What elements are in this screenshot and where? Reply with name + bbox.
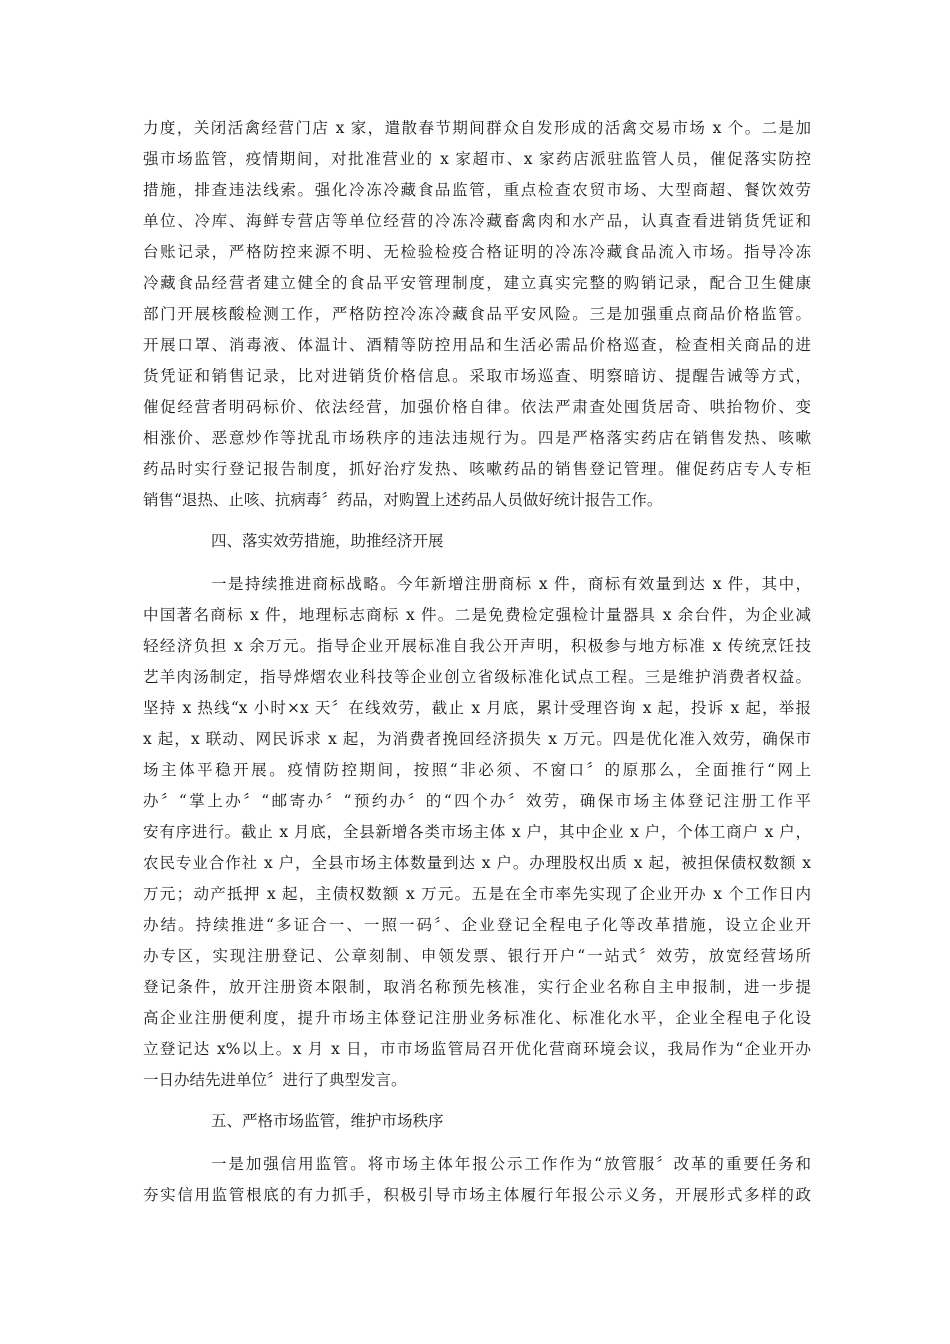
paragraph-2-line-4: 艺羊肉汤制定，指导烨熠农业科技等企业创立省级标准化试点工程。三是维护消费者权益。 <box>143 668 811 686</box>
paragraph-1-line-8: 开展口罩、消毒液、体温计、酒精等防控用品和生活必需品价格巡查，检查相关商品的进 <box>143 336 811 354</box>
paragraph-1-line-13: 销售“退热、止咳、抗病毒〞药品，对购置上述药品人员做好统计报告工作。 <box>143 491 663 509</box>
paragraph-1-line-6: 冷藏食品经营者建立健全的食品平安管理制度，建立真实完整的购销记录，配合卫生健康 <box>143 274 811 292</box>
paragraph-1-line-12: 药品时实行登记报告制度，抓好治疗发热、咳嗽药品的销售登记管理。催促药店专人专柜 <box>143 460 811 478</box>
paragraph-2-line-15: 高企业注册便利度，提升市场主体登记注册业务标准化、标准化水平，企业全程电子化设 <box>143 1009 811 1027</box>
paragraph-1-line-11: 相涨价、恶意炒作等扰乱市场秩序的违法违规行为。四是严格落实药店在销售发热、咳嗽 <box>143 429 811 447</box>
paragraph-2-line-3: 轻经济负担 x 余万元。指导企业开展标准自我公开声明，积极参与地方标准 x 传统烹饪技 <box>143 637 811 655</box>
paragraph-1-line-7: 部门开展核酸检测工作，严格防控冷冻冷藏食品平安风险。三是加强重点商品价格监管。 <box>143 305 811 323</box>
paragraph-1-line-4: 单位、冷库、海鲜专营店等单位经营的冷冻冷藏畜禽肉和水产品，认真查看进销货凭证和 <box>143 212 811 230</box>
paragraph-2-line-16: 立登记达 x%以上。x 月 x 日，市市场监管局召开优化营商环境会议，我局作为“企业开办 <box>143 1040 811 1058</box>
paragraph-3-line-1: 一是加强信用监管。将市场主体年报公示工作作为“放管服〞改革的重要任务和 <box>211 1155 811 1173</box>
paragraph-1-line-1: 力度，关闭活禽经营门店 x 家，遣散春节期间群众自发形成的活禽交易市场 x 个。二是加 <box>143 119 811 137</box>
paragraph-1-line-2: 强市场监管，疫情期间，对批准营业的 x 家超市、x 家药店派驻监管人员，催促落实防控 <box>143 150 811 168</box>
paragraph-1-line-5: 台账记录，严格防控来源不明、无检验检疫合格证明的冷冻冷藏食品流入市场。指导冷冻 <box>143 243 811 261</box>
paragraph-2-line-10: 农民专业合作社 x 户，全县市场主体数量到达 x 户。办理股权出质 x 起，被担保债权数额 x <box>143 854 811 872</box>
paragraph-2-line-9: 安有序进行。截止 x 月底，全县新增各类市场主体 x 户，其中企业 x 户，个体工商户 x 户， <box>143 823 811 841</box>
paragraph-2-line-12: 办结。持续推进“多证合一、一照一码〞、企业登记全程电子化等改革措施，设立企业开 <box>143 916 811 934</box>
paragraph-2-line-8: 办〞“掌上办〞“邮寄办〞“预约办〞的“四个办〞效劳，确保市场主体登记注册工作平 <box>143 792 811 810</box>
paragraph-2-line-17: 一日办结先进单位〞进行了典型发言。 <box>143 1071 407 1089</box>
paragraph-2-line-14: 登记条件，放开注册资本限制，取消名称预先核准，实行企业名称自主申报制，进一步提 <box>143 978 811 996</box>
paragraph-2-line-5: 坚持 x 热线“x 小时×x 天〞在线效劳，截止 x 月底，累计受理咨询 x 起，投诉 x 起，举报 <box>143 699 811 717</box>
paragraph-2-line-7: 场主体平稳开展。疫情防控期间，按照“非必须、不窗口〞的原那么，全面推行“网上 <box>143 761 811 779</box>
paragraph-2-line-2: 中国著名商标 x 件，地理标志商标 x 件。二是免费检定强检计量器具 x 余台件，为企业减 <box>143 606 811 624</box>
paragraph-2-line-11: 万元；动产抵押 x 起，主债权数额 x 万元。五是在全市率先实现了企业开办 x 个工作日内 <box>143 885 811 903</box>
paragraph-1-line-3: 措施，排查违法线索。强化冷冻冷藏食品监管，重点检查农贸市场、大型商超、餐饮效劳 <box>143 181 811 199</box>
section-heading-4: 四、落实效劳措施，助推经济开展 <box>211 532 444 550</box>
section-heading-5: 五、严格市场监管，维护市场秩序 <box>211 1112 444 1130</box>
paragraph-2-line-1: 一是持续推进商标战略。今年新增注册商标 x 件，商标有效量到达 x 件，其中， <box>211 575 811 593</box>
paragraph-3-line-2: 夯实信用监管根底的有力抓手，积极引导市场主体履行年报公示义务，开展形式多样的政 <box>143 1186 811 1204</box>
paragraph-1-line-10: 催促经营者明码标价、依法经营，加强价格自律。依法严肃查处囤货居奇、哄抬物价、变 <box>143 398 811 416</box>
paragraph-2-line-6: x 起，x 联动、网民诉求 x 起，为消费者挽回经济损失 x 万元。四是优化准入效劳，确保市 <box>143 730 811 748</box>
paragraph-2-line-13: 办专区，实现注册登记、公章刻制、申领发票、银行开户“一站式〞效劳，放宽经营场所 <box>143 947 811 965</box>
paragraph-1-line-9: 货凭证和销售记录，比对进销货价格信息。采取市场巡查、明察暗访、提醒告诫等方式， <box>143 367 811 385</box>
